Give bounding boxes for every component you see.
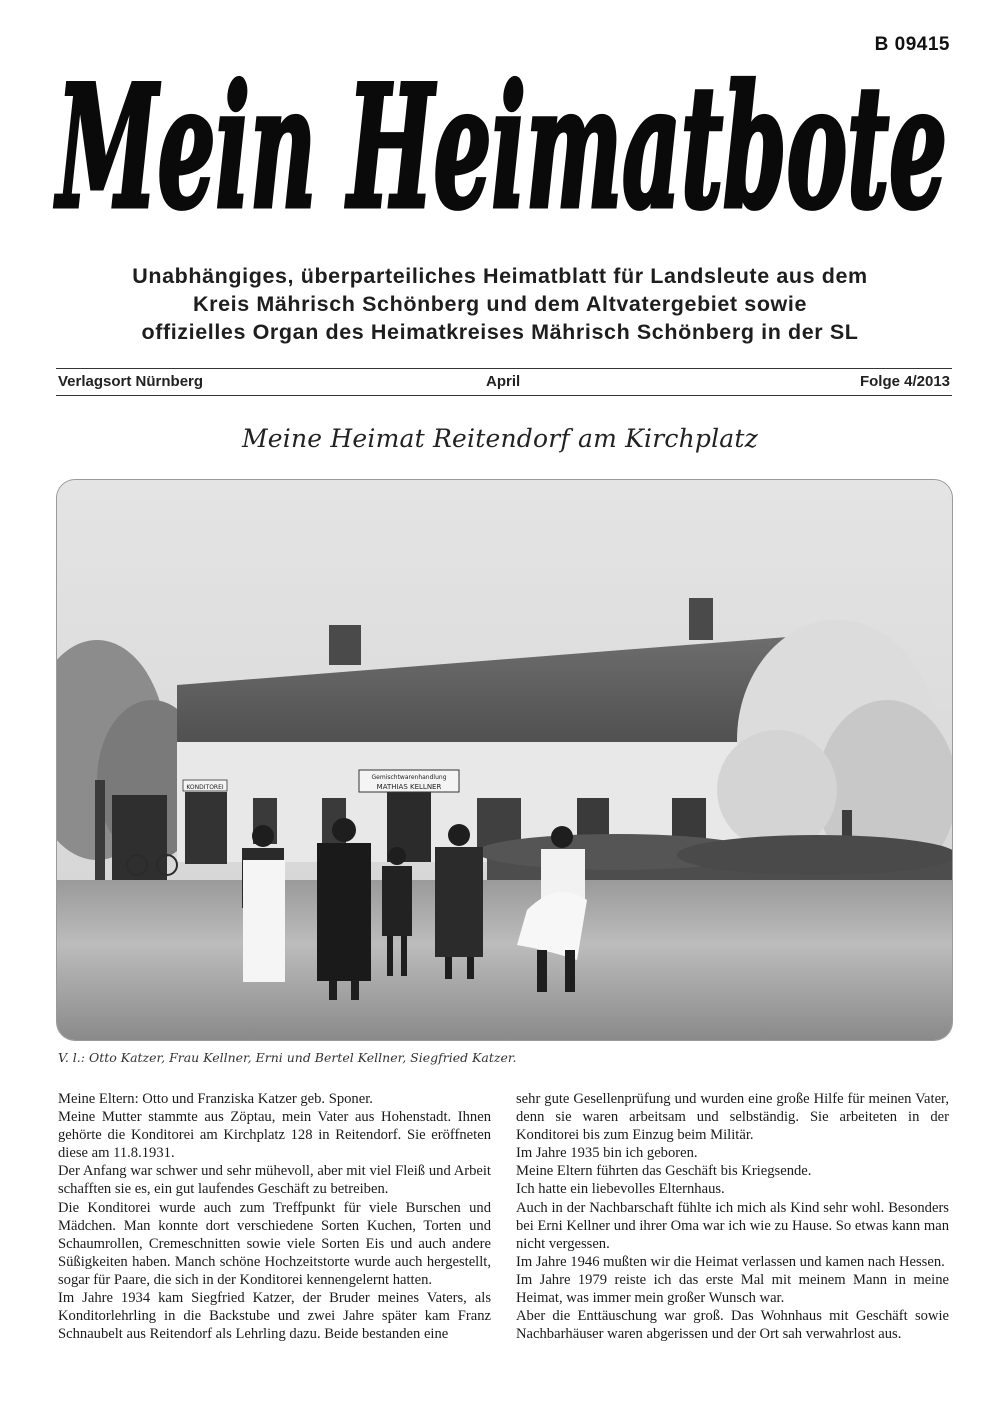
bottom-rule: [56, 395, 952, 396]
issn-number: B 09415: [874, 34, 950, 55]
paragraph: Im Jahre 1979 reiste ich das erste Mal mit meinem Mann in meine Heimat, was immer mein großer Wunsch war.: [516, 1271, 949, 1307]
paragraph: Meine Eltern: Otto und Franziska Katzer geb. Sponer.: [58, 1091, 373, 1107]
article-column-left: [58, 1090, 491, 1343]
paragraph: Im Jahre 1934 kam Siegfried Katzer, der Bruder meines Vaters, als Konditorlehrling in die Backstube und zwei Jahre später kam Franz Schnaubelt aus Reitendorf als Lehrling dazu. Beide bestanden eine: [58, 1290, 491, 1343]
subtitle-line-2: Kreis Mährisch Schönberg und dem Altvatergebiet sowie: [192, 292, 808, 316]
shop-sign-left: KONDITOREI: [186, 784, 224, 791]
paragraph: Meine Eltern führten das Geschäft bis Kriegsende.: [516, 1163, 812, 1180]
top-rule: [56, 368, 952, 369]
shop-sign-name: MATHIAS KELLNER: [376, 783, 442, 791]
paragraph: Ich hatte ein liebevolles Elternhaus.: [516, 1181, 725, 1198]
publication-place: Verlagsort Nürnberg: [58, 373, 204, 390]
paragraph: Der Anfang war schwer und sehr mühevoll, aber mit viel Fleiß und Arbeit schafften sie es, ein gut laufendes Geschäft zu betreiben.: [58, 1163, 491, 1198]
article-headline: Meine Heimat Reitendorf am Kirchplatz: [242, 424, 758, 453]
paragraph: Auch in der Nachbarschaft fühlte ich mich als Kind sehr wohl. Besonders bei Erni Kellner und ihrer Oma war ich wie zu Hause. So etwas kann man nicht vergessen.: [516, 1199, 949, 1252]
photo-caption: V. l.: Otto Katzer, Frau Kellner, Erni und Bertel Kellner, Siegfried Katzer.: [58, 1050, 517, 1065]
article-photo: [57, 480, 952, 1040]
paragraph: Im Jahre 1946 mußten wir die Heimat verlassen und kamen nach Hessen.: [516, 1253, 945, 1270]
info-bar: [58, 371, 950, 393]
paragraph: Im Jahre 1935 bin ich geboren.: [516, 1145, 698, 1162]
issue-number: Folge 4/2013: [859, 373, 950, 390]
subtitle-block: [50, 262, 950, 346]
subtitle-line-1: Unabhängiges, überparteiliches Heimatblatt für Landsleute aus dem: [132, 264, 868, 288]
subtitle-line-3: offizielles Organ des Heimatkreises Mährisch Schönberg in der SL: [141, 320, 859, 344]
issue-month: April: [486, 373, 521, 390]
shop-sign-top: Gemischtwarenhandlung: [371, 774, 447, 781]
paragraph: Aber die Enttäuschung war groß. Das Wohnhaus mit Geschäft sowie Nachbarhäuser waren abgerissen und der Ort sah verwahrlost aus.: [516, 1308, 949, 1343]
masthead-title: [50, 28, 955, 260]
masthead-text: Mein Heimatbote: [54, 48, 948, 246]
paragraph: sehr gute Gesellenprüfung und wurden eine große Hilfe für meinen Vater, denn sie waren arbeitsam und selbständig. Sie arbeiteten in der Konditorei bis zum Einzug beim Militär.: [516, 1091, 949, 1144]
article-column-right: [516, 1090, 949, 1343]
paragraph: Die Konditorei wurde auch zum Treffpunkt für viele Burschen und Mädchen. Man konnte dort verschiedene Sorten Kuchen, Torten und Schaumrollen, Cremeschnitten sowie viele Sorten Eis und auch andere Süßigkeiten haben. Manch schöne Hochzeitstorte wurde auch hergestellt, sogar für Paare, die sich in der Konditorei kennengelernt hatten.: [58, 1199, 491, 1288]
paragraph: Meine Mutter stammte aus Zöptau, mein Vater aus Hohenstadt. Ihnen gehörte die Konditorei am Kirchplatz 128 in Reitendorf. Sie eröffneten diese am 11.8.1931.: [58, 1109, 491, 1162]
